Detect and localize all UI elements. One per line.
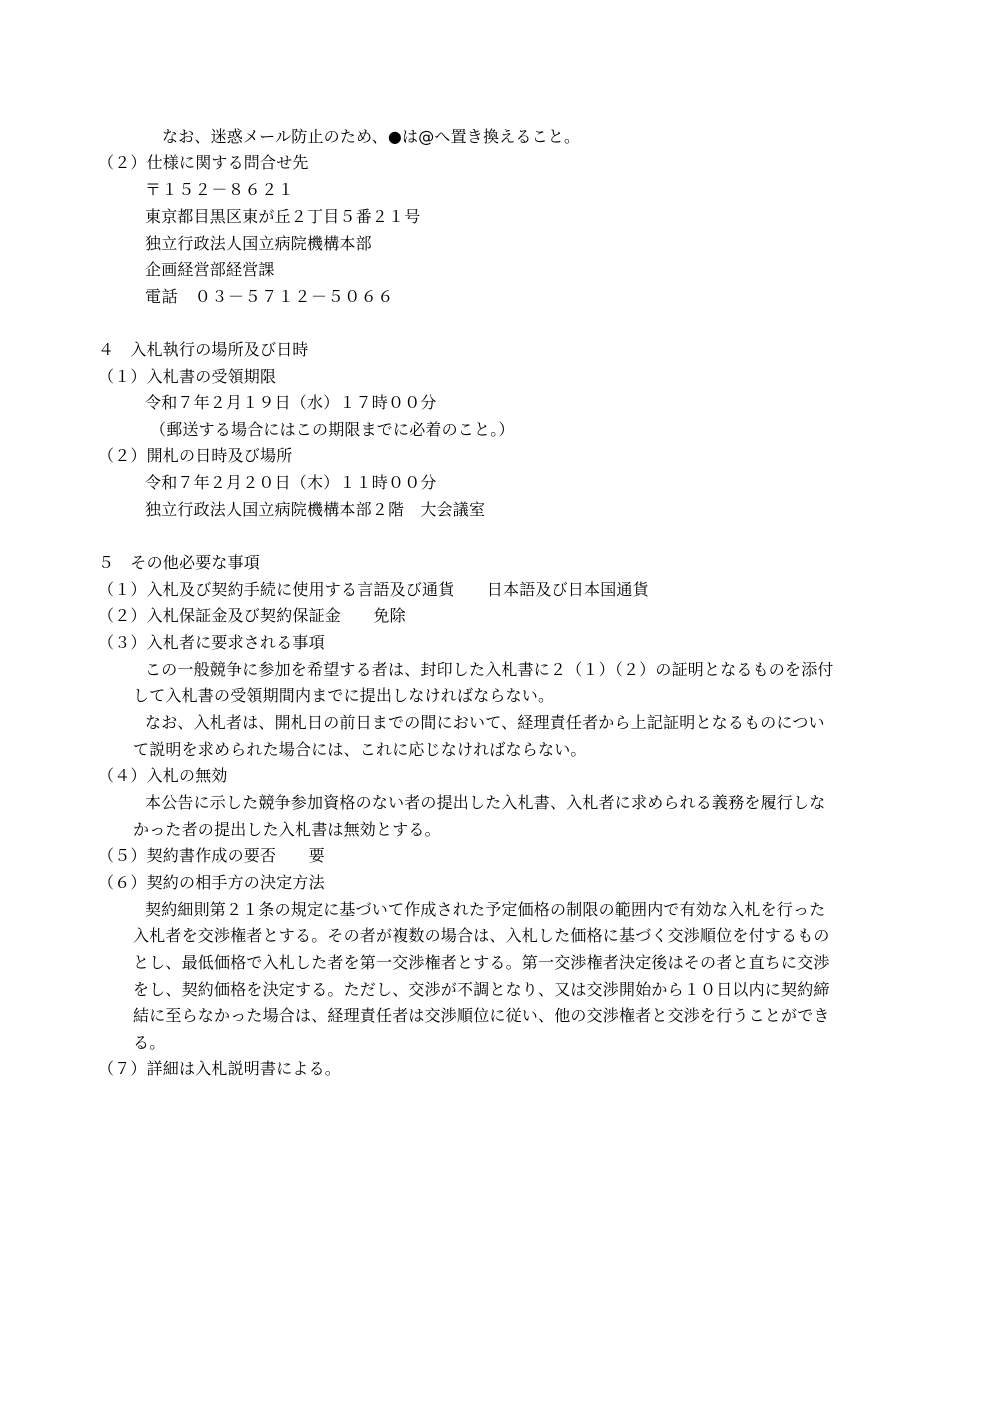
invalid-bid-text-cont: かった者の提出した入札書は無効とする。 xyxy=(133,820,441,839)
method-text-2: 入札者を交渉権者とする。その者が複数の場合は、入札した価格に基づく交渉順位を付するもの xyxy=(133,926,830,945)
contract-document-required: （５）契約書作成の要否 要 xyxy=(98,846,325,865)
requirements-paragraph-2: なお、入札者は、開札日の前日までの間において、経理責任者から上記証明となるものについ xyxy=(145,713,825,732)
method-text-1: 契約細則第２１条の規定に基づいて作成された予定価格の制限の範囲内で有効な入札を行った xyxy=(145,900,826,919)
opening-place: 独立行政法人国立病院機構本部２階 大会議室 xyxy=(145,500,486,519)
opening-date: 令和７年２月２０日（木）１１時００分 xyxy=(145,473,437,492)
spec-contact-heading: （２）仕様に関する問合せ先 xyxy=(98,153,309,172)
bid-security: （２）入札保証金及び契約保証金 免除 xyxy=(98,606,406,625)
bid-deadline-note: （郵送する場合にはこの期限までに必着のこと。） xyxy=(150,420,515,439)
bidder-requirements-heading: （３）入札者に要求される事項 xyxy=(98,633,325,652)
details-reference: （７）詳細は入札説明書による。 xyxy=(98,1059,342,1078)
method-text-4: をし、契約価格を決定する。ただし、交渉が不調となり、又は交渉開始から１０日以内に契約締 xyxy=(133,980,830,999)
department: 企画経営部経営課 xyxy=(145,260,275,279)
bid-deadline-date: 令和７年２月１９日（水）１７時００分 xyxy=(145,393,437,412)
requirements-paragraph-1: この一般競争に参加を希望する者は、封印した入札書に２（１）（２）の証明となるものを添付 xyxy=(145,660,834,679)
invalid-bid-text: 本公告に示した競争参加資格のない者の提出した入札書、入札者に求められる義務を履行しな xyxy=(145,793,826,812)
method-text-5: 結に至らなかった場合は、経理責任者は交渉順位に従い、他の交渉権者と交渉を行うことができ xyxy=(133,1006,830,1025)
section-5-heading: ５ その他必要な事項 xyxy=(98,553,261,572)
invalid-bid-heading: （４）入札の無効 xyxy=(98,766,228,785)
requirements-paragraph-2-cont: て説明を求められた場合には、これに応じなければならない。 xyxy=(133,740,587,759)
method-text-3: とし、最低価格で入札した者を第一交渉権者とする。第一交渉権者決定後はその者と直ちに交渉 xyxy=(133,953,830,972)
phone-number: 電話 ０３－５７１２－５０６６ xyxy=(145,287,395,306)
section-4-heading: ４ 入札執行の場所及び日時 xyxy=(98,340,309,359)
requirements-paragraph-1-cont: して入札書の受領期間内までに提出しなければならない。 xyxy=(133,686,555,705)
method-text-6: る。 xyxy=(133,1033,166,1052)
spam-note: なお、迷惑メール防止のため、●は@へ置き換えること。 xyxy=(162,127,581,146)
address: 東京都目黒区東が丘２丁目５番２１号 xyxy=(145,207,421,226)
organization: 独立行政法人国立病院機構本部 xyxy=(145,234,372,253)
opening-heading: （２）開札の日時及び場所 xyxy=(98,446,293,465)
postal-code: 〒１５２－８６２１ xyxy=(145,180,295,199)
language-currency: （１）入札及び契約手続に使用する言語及び通貨 日本語及び日本国通貨 xyxy=(98,580,649,599)
bid-deadline-heading: （１）入札書の受領期限 xyxy=(98,367,277,386)
counterparty-method-heading: （６）契約の相手方の決定方法 xyxy=(98,873,325,892)
